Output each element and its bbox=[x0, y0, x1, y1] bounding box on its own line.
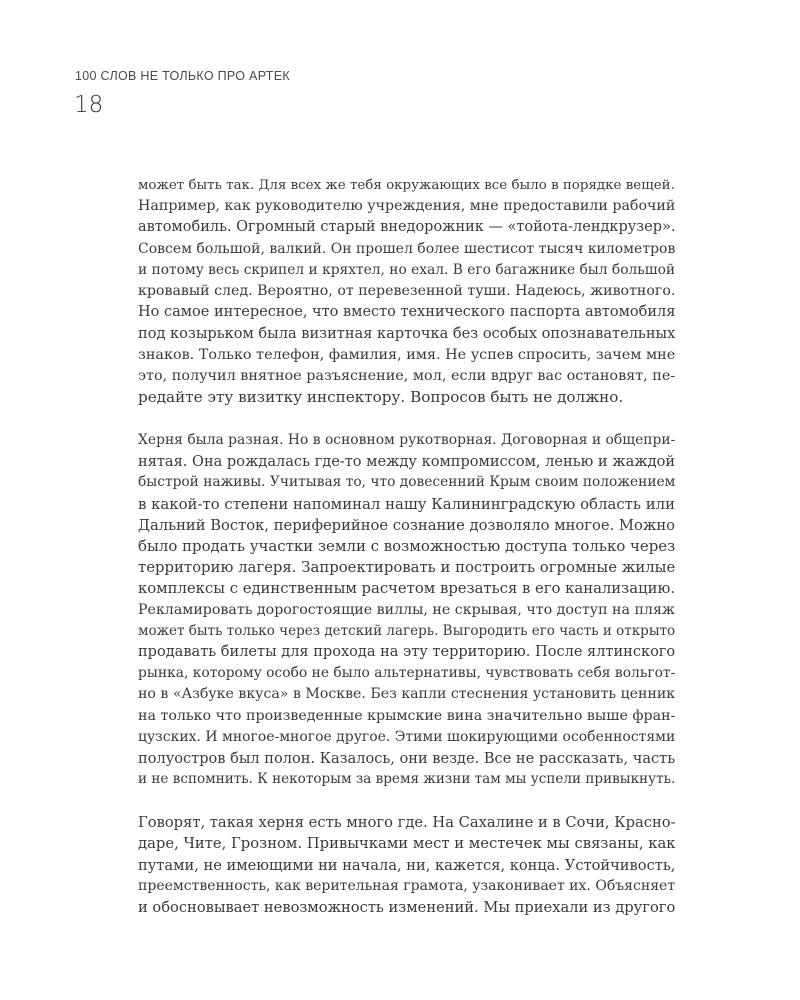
text-line: полуостров был полон. Казалось, они везде. Все не рассказать, часть bbox=[138, 749, 676, 767]
text-line: рынка, которому особо не было альтернативы, чувствовать себя вольгот- bbox=[138, 665, 676, 682]
text-line: Херня была разная. Но в основном рукотворная. Договорная и общепри- bbox=[138, 432, 676, 449]
text-line: Рекламировать дорогостоящие виллы, не скрывая, что доступ на пляж bbox=[138, 601, 675, 618]
text-line: преемственность, как верительная грамота, узаконивает их. Объясняет bbox=[138, 877, 676, 894]
text-line: быстрой наживы. Учитывая то, что довесенний Крым своим положением bbox=[138, 474, 676, 491]
text-line: нятая. Она рождалась где-то между компромиссом, ленью и жаждой bbox=[138, 453, 676, 471]
text-line: Совсем большой, валкий. Он прошел более шестисот тысяч километров bbox=[138, 240, 676, 257]
text-line: под козырьком была визитная карточка без особых опознавательных bbox=[138, 325, 676, 343]
text-line: в какой-то степени напоминал нашу Калининградскую область или bbox=[138, 494, 675, 513]
running-title: 100 СЛОВ НЕ ТОЛЬКО ПРО АРТЕК bbox=[75, 69, 290, 83]
text-line: на только что произведенные крымские вина значительно выше фран- bbox=[138, 707, 676, 724]
paragraph-3 bbox=[138, 812, 678, 918]
text-line: территорию лагеря. Запроектировать и построить огромные жилые bbox=[138, 558, 676, 577]
text-line: может быть так. Для всех же тебя окружающих все было в порядке вещей. bbox=[138, 178, 675, 193]
text-line: и не вспомнить. К некоторым за время жизни там мы успели привыкнуть. bbox=[138, 771, 676, 788]
text-line: продавать билеты для прохода на эту территорию. После ялтинского bbox=[138, 643, 676, 660]
text-line: цузских. И многое-многое другое. Этими шокирующими особенностями bbox=[138, 728, 676, 745]
body-text bbox=[138, 175, 678, 940]
page-number: 18 bbox=[74, 92, 104, 118]
text-line: знаков. Только телефон, фамилия, имя. Не успев спросить, зачем мне bbox=[138, 346, 676, 363]
text-line: даре, Чите, Грозном. Привычками мест и местечек мы связаны, как bbox=[138, 835, 676, 853]
text-line: Дальний Восток, периферийное сознание дозволяло многое. Можно bbox=[138, 516, 676, 534]
text-line: комплексы с единственным расчетом врезаться в его канализацию. bbox=[138, 580, 676, 598]
text-line: кровавый след. Вероятно, от перевезенной туши. Надеюсь, животного. bbox=[138, 282, 676, 299]
text-line: путами, не имеющими ни начала, ни, кажется, конца. Устойчивость, bbox=[138, 856, 676, 874]
text-line: Говорят, такая херня есть много где. На Сахалине и в Сочи, Красно- bbox=[138, 814, 676, 832]
text-line: это, получил внятное разъяснение, мол, если вдруг вас остановят, пе- bbox=[138, 367, 676, 384]
text-line: и потому весь скрипел и кряхтел, но ехал. В его багажнике был большой bbox=[138, 261, 676, 278]
text-line: может быть только через детский лагерь. Выгородить его часть и открыто bbox=[138, 622, 676, 639]
text-line: автомобиль. Огромный старый внедорожник — «тойота-лендкрузер». bbox=[138, 219, 676, 236]
text-line: Например, как руководителю учреждения, мне предоставили рабочий bbox=[138, 198, 676, 215]
paragraph-2 bbox=[138, 430, 678, 790]
text-line: было продать участки земли с возможностью доступа только через bbox=[138, 537, 676, 555]
paragraph-1 bbox=[138, 175, 678, 408]
text-line: но в «Азбуке вкуса» в Москве. Без капли стеснения установить ценник bbox=[138, 686, 676, 703]
text-line: Но самое интересное, что вместо технического паспорта автомобиля bbox=[138, 304, 676, 321]
text-line: и обосновывает невозможность изменений. Мы приехали из другого bbox=[138, 899, 676, 916]
text-line: редайте эту визитку инспектору. Вопросов быть не должно. bbox=[138, 387, 624, 406]
